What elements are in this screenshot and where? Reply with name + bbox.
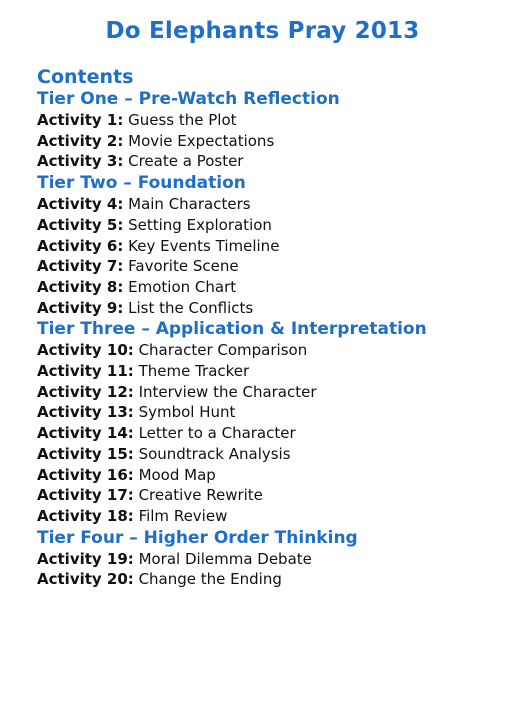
activity-label: Activity 20: (37, 570, 134, 589)
toc-entry-activity-16 (37, 465, 505, 486)
toc-entry-activity-17 (37, 485, 505, 506)
activity-title: Guess the Plot (128, 111, 237, 129)
toc-entry-activity-18 (37, 506, 505, 527)
activity-label: Activity 17: (37, 486, 134, 505)
activity-title: Soundtrack Analysis (138, 444, 291, 463)
toc-entry-activity-10 (37, 340, 505, 361)
tier-three-heading: Tier Three – Application & Interpretation (37, 319, 427, 340)
activity-label: Activity 13: (37, 403, 134, 422)
toc-entry-activity-14 (37, 423, 505, 444)
toc-entry-activity-20 (37, 569, 505, 590)
activity-label: Activity 2: (37, 131, 124, 150)
activity-title: Moral Dilemma Debate (138, 549, 312, 568)
activity-title: Interview the Character (138, 382, 317, 401)
activity-title: Emotion Chart (128, 277, 237, 296)
activity-title: Film Review (138, 506, 228, 525)
activity-label: Activity 11: (37, 362, 134, 381)
activity-label: Activity 1: (37, 111, 124, 129)
activity-title: Movie Expectations (128, 131, 275, 150)
activity-label: Activity 5: (37, 215, 124, 234)
activity-title: Mood Map (138, 465, 216, 484)
activity-label: Activity 9: (37, 298, 124, 317)
toc-entry-activity-8 (37, 277, 505, 298)
activity-label: Activity 8: (37, 277, 124, 296)
activity-title: Change the Ending (138, 570, 282, 589)
activity-title: List the Conflicts (128, 298, 254, 317)
toc-entry-activity-3 (37, 151, 505, 172)
activity-label: Activity 14: (37, 424, 134, 443)
activity-label: Activity 15: (37, 444, 134, 463)
activity-label: Activity 4: (37, 195, 124, 214)
activity-title: Theme Tracker (138, 362, 250, 381)
toc-entry-activity-1 (37, 110, 505, 131)
toc-entry-activity-7 (37, 256, 505, 277)
toc-entry-activity-15 (37, 444, 505, 465)
toc-entry-activity-4 (37, 194, 505, 215)
contents-heading: Contents (37, 66, 134, 88)
tier-two-heading: Tier Two – Foundation (37, 173, 246, 194)
activity-title: Symbol Hunt (138, 403, 236, 422)
toc-entry-activity-12 (37, 382, 505, 403)
toc-entry-activity-2 (37, 131, 505, 152)
activity-title: Key Events Timeline (128, 236, 280, 255)
activity-label: Activity 6: (37, 236, 124, 255)
activity-title: Letter to a Character (138, 424, 296, 443)
activity-title: Favorite Scene (128, 257, 239, 276)
tier-four-heading: Tier Four – Higher Order Thinking (37, 527, 358, 548)
toc-entry-activity-11 (37, 361, 505, 382)
activity-label: Activity 16: (37, 465, 134, 484)
toc-entry-activity-13 (37, 402, 505, 423)
activity-label: Activity 3: (37, 152, 124, 171)
activity-title: Main Characters (128, 195, 251, 214)
tier-one-heading: Tier One – Pre-Watch Reflection (37, 89, 340, 109)
activity-title: Setting Exploration (128, 215, 272, 234)
activity-label: Activity 12: (37, 382, 134, 401)
activity-label: Activity 7: (37, 257, 124, 276)
toc-entry-activity-5 (37, 215, 505, 236)
toc-entry-activity-6 (37, 236, 505, 257)
toc-entry-activity-19 (37, 549, 505, 570)
toc-entry-activity-9 (37, 298, 505, 319)
activity-title: Creative Rewrite (138, 486, 263, 505)
activity-title: Character Comparison (138, 341, 308, 360)
activity-label: Activity 10: (37, 341, 134, 360)
table-of-contents (37, 66, 505, 590)
activity-label: Activity 18: (37, 506, 134, 525)
activity-title: Create a Poster (128, 152, 244, 171)
activity-label: Activity 19: (37, 549, 134, 568)
document-title: Do Elephants Pray 2013 (105, 18, 420, 44)
